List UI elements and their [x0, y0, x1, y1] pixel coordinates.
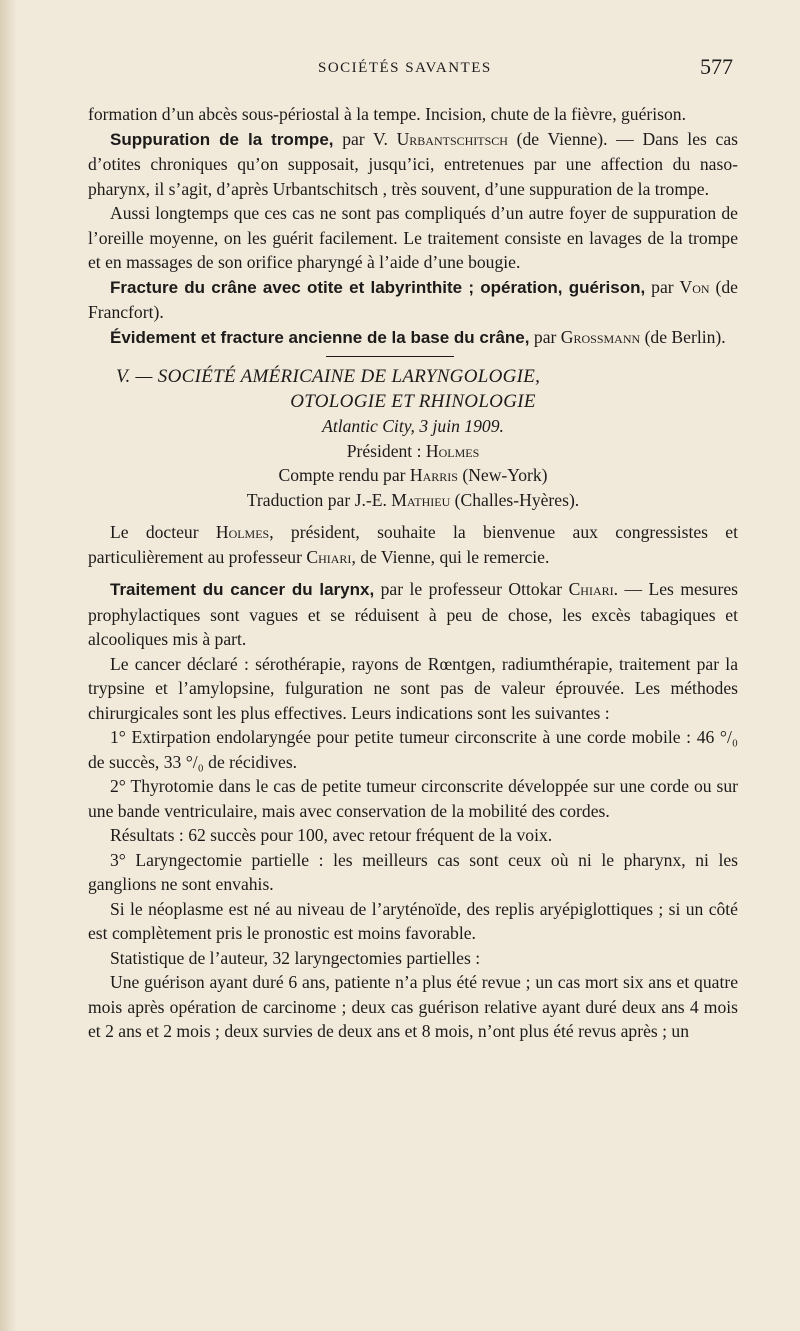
translator-name: Mathieu [391, 489, 451, 510]
paragraph: 2° Thyrotomie dans le cas de petite tumeur circonscrite développée sur une corde ou sur une bande ventriculaire, mais avec conservation de la mobilité des cordes. [88, 776, 738, 821]
section-divider [326, 356, 454, 357]
paragraph: Résultats : 62 succès pour 100, avec retour fréquent de la voix. [110, 825, 553, 845]
paragraph: formation d’un abcès sous-périostal à la tempe. Incision, chute de la fièvre, guérison. [88, 104, 686, 124]
translation-line: Traduction par J.-E. Mathieu (Challes-Hyères). [246, 489, 580, 510]
entry-title: Évidement et fracture ancienne de la base du crâne, [110, 327, 530, 347]
paragraph: Une guérison ayant duré 6 ans, patiente n’a plus été revue ; un cas mort six ans et quatre mois après opération de carcinome ; deux cas guérison relative ayant duré deux ans 4 mois et 2 ans et 2 mois ; deux survies de deux ans et 8 mois, n’ont plus été revus après ; un [88, 972, 738, 1041]
author-name: Urbantschitsch [396, 128, 508, 149]
paragraph-cancer-larynx: Traitement du cancer du larynx, par le professeur Ottokar Chiari. — Les mesures prophylactiques sont vagues et se réduisent à peu de chose, les excès tabagiques et alcooliques mis à part. [88, 579, 738, 649]
paragraph: Si le néoplasme est né au niveau de l’aryténoïde, des replis aryépiglottiques ; si un côté est complètement pris le pronostic est moins favorable. [88, 898, 738, 943]
paragraph: Statistique de l’auteur, 32 laryngectomies partielles : [110, 947, 481, 968]
page-number: 577 [700, 54, 733, 79]
author-name: Von [679, 276, 710, 297]
paragraph: Aussi longtemps que ces cas ne sont pas compliqués d’un autre foyer de suppuration de l’oreille moyenne, on les guérit facilement. Le traitement consiste en lavages de la trompe et en massages de son orifice pharyngé à l’aide d’une bougie. [88, 203, 738, 272]
entry-title: Traitement du cancer du larynx, [110, 580, 375, 599]
reporter-name: Harris [409, 465, 458, 485]
president-name: Holmes [425, 440, 480, 461]
paragraph-fracture-crane: Fracture du crâne avec otite et labyrinthite ; opération, guérison, par Von (de Francfort). [88, 276, 738, 322]
meeting-place-date: Atlantic City, 3 juin 1909. [322, 416, 504, 436]
page-binding-edge [0, 0, 16, 1331]
section-heading: V. — SOCIÉTÉ AMÉRICAINE DE LARYNGOLOGIE, [116, 366, 541, 387]
running-head [0, 54, 800, 84]
entry-title: Suppuration de la trompe, [110, 129, 334, 149]
paragraph: 3° Laryngectomie partielle : les meilleurs cas sont ceux où ni le pharynx, ni les ganglions ne sont envahis. [88, 849, 738, 894]
author-name: Grossmann [560, 326, 641, 347]
paragraph-welcome: Le docteur Holmes, président, souhaite la bienvenue aux congressistes et particulièrement au professeur Chiari, de Vienne, qui le remercie. [88, 522, 738, 567]
paragraph-evidement: Évidement et fracture ancienne de la base du crâne, par Grossmann (de Berlin). [110, 326, 726, 347]
author-name: Chiari [568, 579, 614, 599]
section-heading-line2: OTOLOGIE ET RHINOLOGIE [290, 390, 536, 412]
president-line: Président : Holmes [346, 440, 480, 461]
paragraph: Le cancer déclaré : sérothérapie, rayons de Rœntgen, radiumthérapie, traitement par la trypsine et l’amylopsine, fulguration ne sont pas de valeur éprouvée. Les méthodes chirurgicales sont les plus effectives. Leurs indications sont les suivantes : [88, 653, 738, 723]
paragraph-suppuration-trompe: Suppuration de la trompe, par V. Urbantschitsch (de Vienne). — Dans les cas d’otites chroniques qu’on supposait, jusqu’ici, entretenues par une affection du naso-pharynx, il s’agit, d’après Urbantschitsch , très souvent, d’une suppuration de la trompe. [88, 128, 738, 199]
report-line: Compte rendu par Harris (New-York) [278, 465, 548, 485]
paragraph: 1° Extirpation endolaryngée pour petite tumeur circonscrite à une corde mobile : 46 °/₀ de succès, 33 °/₀ de récidives. [88, 727, 738, 772]
running-head-title: SOCIÉTÉS SAVANTES [318, 60, 492, 76]
entry-title: Fracture du crâne avec otite et labyrinthite ; opération, guérison, [110, 277, 646, 297]
body-text [88, 102, 738, 1044]
